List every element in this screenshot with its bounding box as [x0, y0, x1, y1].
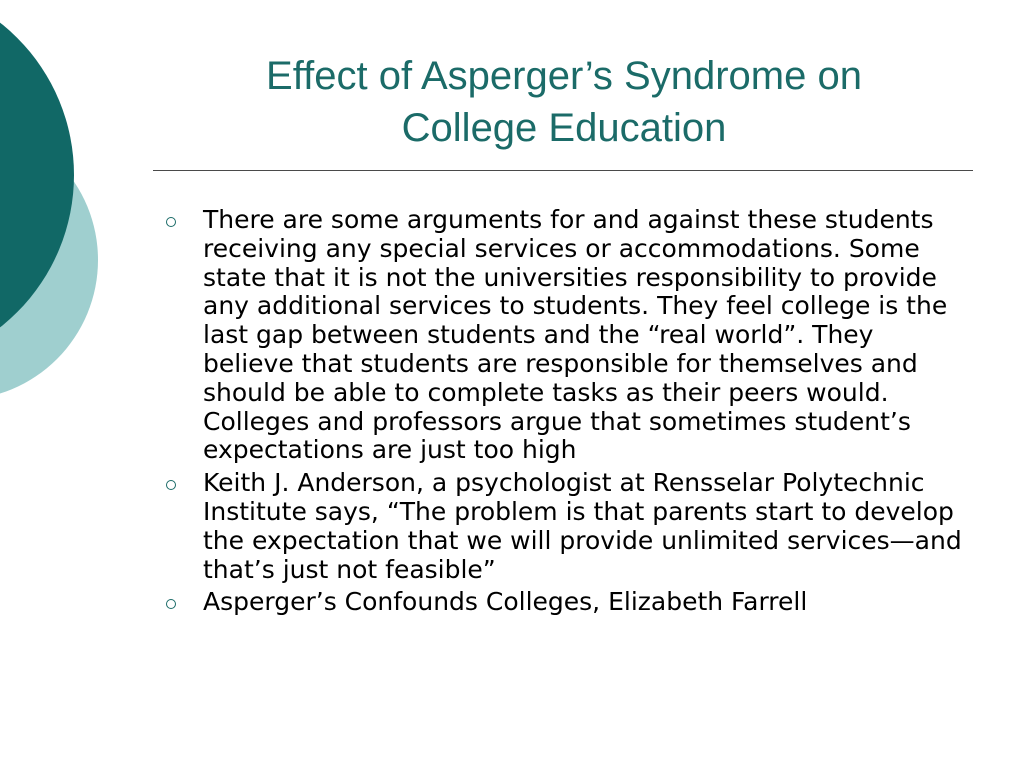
bullet-item — [162, 588, 972, 617]
title-line: College Education — [401, 106, 727, 150]
bullet-circle-icon — [166, 480, 176, 490]
decorative-circles — [0, 0, 110, 400]
bullet-list — [162, 206, 972, 621]
bullet-text: Asperger’s Confounds Colleges, Elizabeth Farrell — [203, 587, 808, 617]
bullet-circle-icon — [166, 599, 176, 609]
slide-title — [160, 50, 968, 154]
bullet-item — [162, 206, 972, 465]
bullet-circle-icon — [166, 217, 176, 227]
title-line: Effect of Asperger’s Syndrome on — [266, 54, 862, 98]
title-divider — [153, 170, 973, 171]
bullet-text: There are some arguments for and against these students receiving any special services or accommodations. Some state that it is not the universities responsibility to provide any additional services to students. They feel college is the last gap between students and the “real world”. They believe that students are responsible for themselves and should be able to complete tasks as their peers would. Colleges and professors argue that sometimes student’s expectations are just too high — [203, 205, 948, 465]
bullet-text: Keith J. Anderson, a psychologist at Rensselar Polytechnic Institute says, “The problem is that parents start to develop the expectation that we will provide unlimited services—and that’s just not feasible” — [203, 468, 962, 584]
bullet-item — [162, 469, 972, 584]
